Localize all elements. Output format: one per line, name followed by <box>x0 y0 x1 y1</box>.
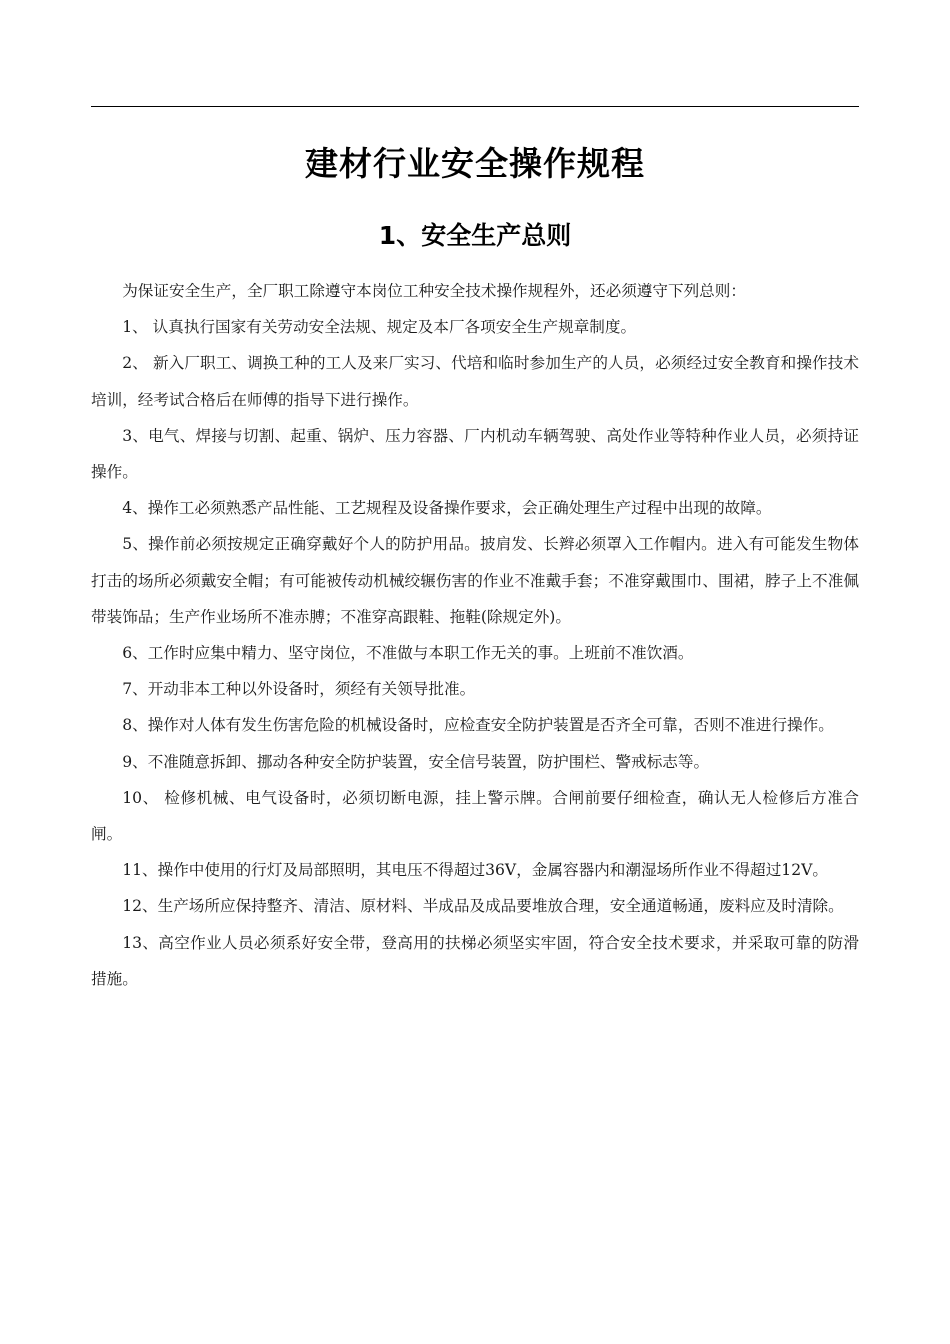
intro-paragraph: 为保证安全生产，全厂职工除遵守本岗位工种安全技术操作规程外，还必须遵守下列总则： <box>122 282 746 300</box>
rule-item-8: 8、操作对人体有发生伤害危险的机械设备时，应检查安全防护装置是否齐全可靠，否则不准进行操作。 <box>122 716 834 735</box>
rule-item-13: 13、高空作业人员必须系好安全带，登高用的扶梯必须坚实牢固，符合安全技术要求，并采取可靠的防滑措施。 <box>91 933 859 988</box>
rule-item-11: 11、操作中使用的行灯及局部照明，其电压不得超过36V，金属容器内和潮湿场所作业不得超过12V。 <box>122 861 828 880</box>
document-body <box>91 273 859 997</box>
rule-item-3: 3、电气、焊接与切割、起重、锅炉、压力容器、厂内机动车辆驾驶、高处作业等特种作业人员，必须持证操作。 <box>91 426 859 482</box>
section-title: 1、安全生产总则 <box>378 221 572 250</box>
document-title: 建材行业安全操作规程 <box>305 144 645 183</box>
rule-item-12: 12、生产场所应保持整齐、清洁、原材料、半成品及成品要堆放合理，安全通道畅通，废料应及时清除。 <box>122 897 844 916</box>
rule-item-10: 10、 检修机械、电气设备时，必须切断电源，挂上警示牌。合闸前要仔细检查，确认无人检修后方准合闸。 <box>91 788 859 844</box>
rule-item-4: 4、操作工必须熟悉产品性能、工艺规程及设备操作要求，会正确处理生产过程中出现的故障。 <box>122 499 772 518</box>
header-rule <box>91 106 859 107</box>
rule-item-1: 1、 认真执行国家有关劳动安全法规、规定及本厂各项安全生产规章制度。 <box>122 318 637 337</box>
rule-item-9: 9、不准随意拆卸、挪动各种安全防护装置，安全信号装置，防护围栏、警戒标志等。 <box>122 752 710 771</box>
rule-item-2: 2、 新入厂职工、调换工种的工人及来厂实习、代培和临时参加生产的人员，必须经过安全教育和操作技术培训，经考试合格后在师傅的指导下进行操作。 <box>91 354 859 409</box>
rule-item-5: 5、操作前必须按规定正确穿戴好个人的防护用品。披肩发、长辫必须罩入工作帽内。进入有可能发生物体打击的场所必须戴安全帽；有可能被传动机械绞辗伤害的作业不准戴手套；不准穿戴围巾、围裙，脖子上不准佩带装饰品；生产作业场所不准赤膊；不准穿高跟鞋、拖鞋(除规定外)。 <box>91 535 859 626</box>
rule-item-6: 6、工作时应集中精力、坚守岗位，不准做与本职工作无关的事。上班前不准饮酒。 <box>122 644 694 663</box>
rule-item-7: 7、开动非本工种以外设备时，须经有关领导批准。 <box>122 680 476 699</box>
